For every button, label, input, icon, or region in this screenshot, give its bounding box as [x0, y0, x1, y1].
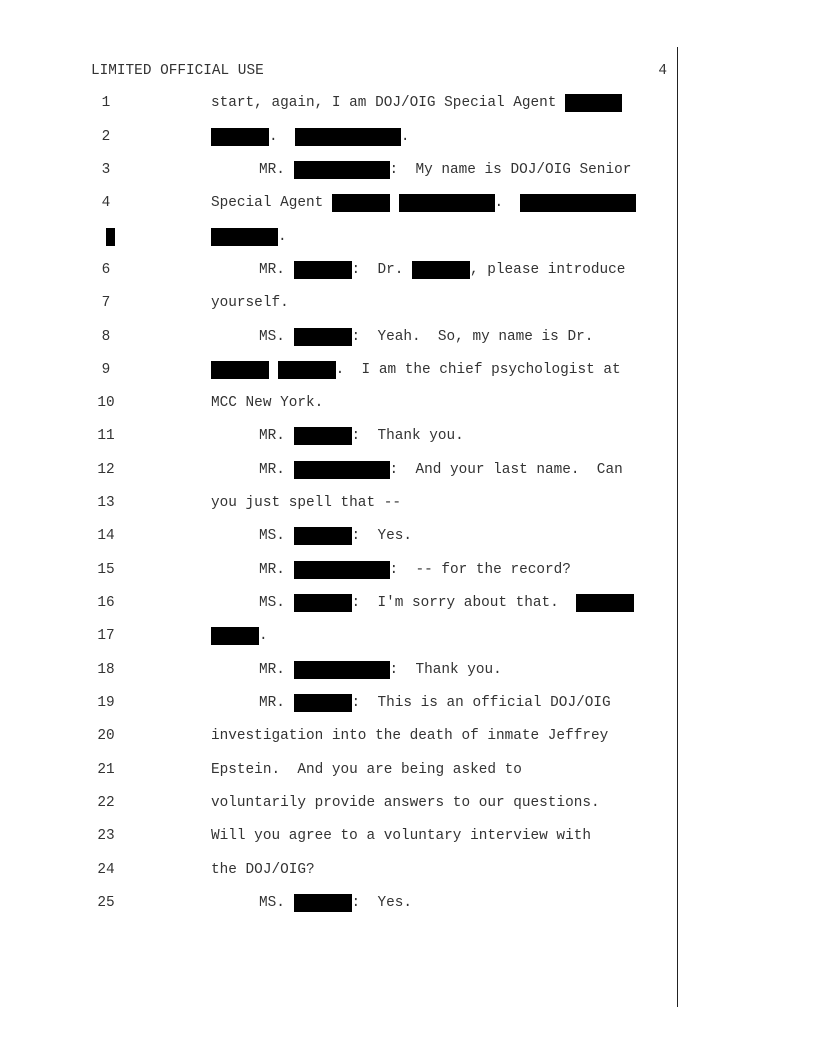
redaction-box [211, 361, 269, 379]
redaction-box [399, 194, 495, 212]
line-text: MR. : Dr. , please introduce [259, 262, 626, 278]
transcript-line [0, 93, 816, 113]
transcript-line [0, 393, 816, 413]
line-text: MR. : My name is DOJ/OIG Senior [259, 162, 632, 178]
redaction-box [294, 527, 352, 545]
line-text: MR. : This is an official DOJ/OIG [259, 695, 611, 711]
redaction-box [294, 894, 352, 912]
line-text: investigation into the death of inmate Jeffrey [211, 728, 609, 744]
line-number: 20 [97, 728, 115, 744]
redaction-box [520, 194, 636, 212]
redaction-box [211, 228, 278, 246]
transcript-line [0, 626, 816, 646]
line-number: 1 [101, 95, 111, 111]
transcript-line [0, 127, 816, 147]
line-text: . . [211, 127, 410, 147]
redaction-box [294, 461, 390, 479]
redaction-box [576, 594, 634, 612]
transcript-line [0, 793, 816, 813]
line-text: MS. : Yeah. So, my name is Dr. [259, 329, 594, 345]
transcript-line [0, 526, 816, 546]
redaction-box [211, 627, 259, 645]
redaction-box [294, 427, 352, 445]
redaction-box [332, 194, 390, 212]
transcript-line [0, 360, 816, 380]
line-text: MR. : -- for the record? [259, 562, 571, 578]
line-text: MS. : Yes. [259, 528, 412, 544]
transcript-line [0, 227, 816, 247]
line-number: 14 [97, 528, 115, 544]
line-text: . [211, 626, 268, 646]
transcript-line [0, 293, 816, 313]
transcript-line [0, 460, 816, 480]
transcript-line [0, 560, 816, 580]
transcript-line [0, 826, 816, 846]
line-number: 11 [97, 428, 115, 444]
line-text: MR. : Thank you. [259, 662, 502, 678]
transcript-line [0, 426, 816, 446]
line-number: 8 [101, 329, 111, 345]
line-number: 4 [101, 195, 111, 211]
line-text: . [211, 227, 287, 247]
line-text: yourself. [211, 295, 289, 311]
line-number: 19 [97, 695, 115, 711]
line-text: you just spell that -- [211, 495, 401, 511]
redaction-box [294, 328, 352, 346]
transcript-line [0, 260, 816, 280]
line-text: MS. : Yes. [259, 895, 412, 911]
transcript-line [0, 493, 816, 513]
redaction-box [294, 694, 352, 712]
redaction-box [211, 128, 269, 146]
redaction-box [412, 261, 470, 279]
line-text: . I am the chief psychologist at [211, 360, 621, 380]
transcript-line [0, 593, 816, 613]
line-number: 2 [101, 129, 111, 145]
classification-header: LIMITED OFFICIAL USE [91, 63, 264, 79]
transcript-line [0, 760, 816, 780]
redaction-box [278, 361, 336, 379]
redaction-box [294, 661, 390, 679]
transcript-line [0, 660, 816, 680]
transcript-line [0, 860, 816, 880]
redaction-box [295, 128, 401, 146]
redaction-box [565, 94, 622, 112]
line-number: 25 [97, 895, 115, 911]
redaction-box [294, 561, 390, 579]
line-text: Will you agree to a voluntary interview with [211, 828, 591, 844]
line-text: the DOJ/OIG? [211, 862, 315, 878]
line-number: 9 [101, 362, 111, 378]
transcript-line [0, 327, 816, 347]
page-number: 4 [658, 63, 667, 79]
transcript-line [0, 726, 816, 746]
transcript-line [0, 893, 816, 913]
line-number: 15 [97, 562, 115, 578]
line-text: start, again, I am DOJ/OIG Special Agent [211, 93, 622, 113]
line-number: 6 [101, 262, 111, 278]
line-number: 3 [101, 162, 111, 178]
line-text: Epstein. And you are being asked to [211, 762, 522, 778]
line-number: 16 [97, 595, 115, 611]
line-number: 17 [97, 628, 115, 644]
line-number: 24 [97, 862, 115, 878]
line-text: MCC New York. [211, 395, 324, 411]
redaction-box [294, 261, 352, 279]
line-text: Special Agent . [211, 193, 636, 213]
line-text: voluntarily provide answers to our questions. [211, 795, 600, 811]
line-text: MR. : And your last name. Can [259, 462, 623, 478]
line-number: 7 [101, 295, 111, 311]
line-number: 23 [97, 828, 115, 844]
redaction-box [294, 161, 390, 179]
line-number: 22 [97, 795, 115, 811]
redaction-box [294, 594, 352, 612]
line-number-redaction [106, 228, 115, 246]
transcript-line [0, 193, 816, 213]
line-number: 10 [97, 395, 115, 411]
line-number: 13 [97, 495, 115, 511]
transcript-line [0, 693, 816, 713]
line-number: 21 [97, 762, 115, 778]
transcript-line [0, 160, 816, 180]
line-text: MR. : Thank you. [259, 428, 464, 444]
line-number: 12 [97, 462, 115, 478]
line-number: 18 [97, 662, 115, 678]
line-text: MS. : I'm sorry about that. [211, 593, 634, 613]
